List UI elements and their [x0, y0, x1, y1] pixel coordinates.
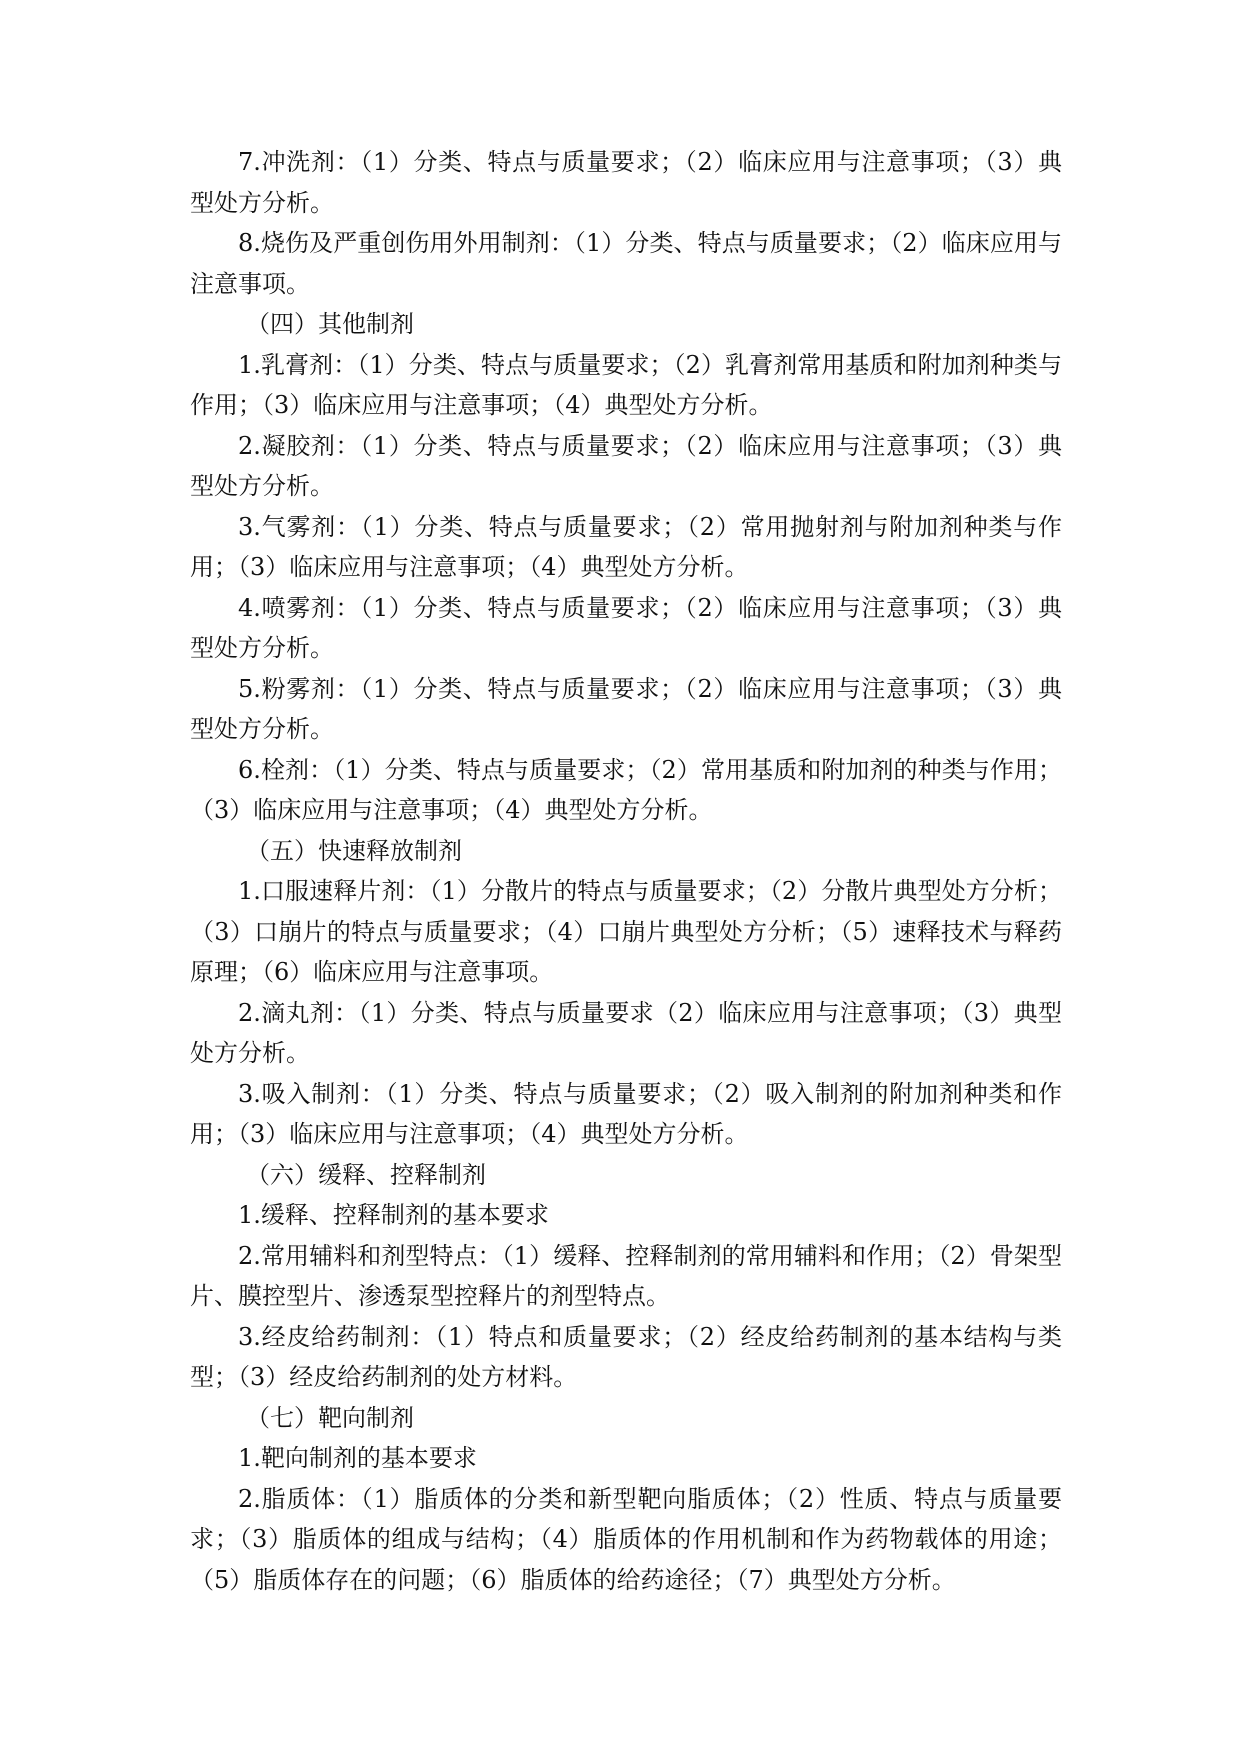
- list-item: 1.口服速释片剂：（1）分散片的特点与质量要求；（2）分散片典型处方分析；（3）口崩片的特点与质量要求；（4）口崩片典型处方分析；（5）速释技术与释药原理；（6）临床应用与注意事项。: [190, 877, 1062, 986]
- list-item: 1.缓释、控释制剂的基本要求: [238, 1201, 549, 1229]
- list-item: 7.冲洗剂：（1）分类、特点与质量要求；（2）临床应用与注意事项；（3）典型处方分析。: [190, 148, 1062, 217]
- list-item: 2.脂质体：（1）脂质体的分类和新型靶向脂质体；（2）性质、特点与质量要求；（3）脂质体的组成与结构；（4）脂质体的作用机制和作为药物载体的用途；（5）脂质体存在的问题；（6）脂质体的给药途径；（7）典型处方分析。: [190, 1484, 1062, 1594]
- list-item: 5.粉雾剂：（1）分类、特点与质量要求；（2）临床应用与注意事项；（3）典型处方分析。: [190, 674, 1062, 743]
- list-item: 3.吸入制剂：（1）分类、特点与质量要求；（2）吸入制剂的附加剂种类和作用；（3）临床应用与注意事项；（4）典型处方分析。: [190, 1079, 1062, 1148]
- list-item: 3.经皮给药制剂：（1）特点和质量要求；（2）经皮给药制剂的基本结构与类型；（3）经皮给药制剂的处方材料。: [190, 1322, 1062, 1391]
- list-item: 8.烧伤及严重创伤用外用制剂：（1）分类、特点与质量要求；（2）临床应用与注意事项。: [190, 229, 1062, 298]
- list-item: 1.靶向制剂的基本要求: [238, 1444, 477, 1472]
- section-heading: （七）靶向制剂: [246, 1403, 414, 1432]
- list-item: 2.凝胶剂：（1）分类、特点与质量要求；（2）临床应用与注意事项；（3）典型处方分析。: [190, 431, 1062, 500]
- section-heading: （六）缓释、控释制剂: [246, 1160, 486, 1189]
- list-item: 1.乳膏剂：（1）分类、特点与质量要求；（2）乳膏剂常用基质和附加剂种类与作用；（3）临床应用与注意事项；（4）典型处方分析。: [190, 350, 1062, 419]
- list-item: 3.气雾剂：（1）分类、特点与质量要求；（2）常用抛射剂与附加剂种类与作用；（3）临床应用与注意事项；（4）典型处方分析。: [190, 512, 1062, 581]
- list-item: 2.常用辅料和剂型特点：（1）缓释、控释制剂的常用辅料和作用；（2）骨架型片、膜控型片、渗透泵型控释片的剂型特点。: [190, 1241, 1062, 1310]
- list-item: 6.栓剂：（1）分类、特点与质量要求；（2）常用基质和附加剂的种类与作用；（3）临床应用与注意事项；（4）典型处方分析。: [190, 755, 1062, 824]
- list-item: 4.喷雾剂：（1）分类、特点与质量要求；（2）临床应用与注意事项；（3）典型处方分析。: [190, 593, 1062, 662]
- section-heading: （五）快速释放制剂: [246, 836, 462, 865]
- document-body: [190, 142, 1062, 1600]
- section-heading: （四）其他制剂: [246, 310, 414, 338]
- list-item: 2.滴丸剂：（1）分类、特点与质量要求（2）临床应用与注意事项；（3）典型处方分析。: [190, 998, 1062, 1067]
